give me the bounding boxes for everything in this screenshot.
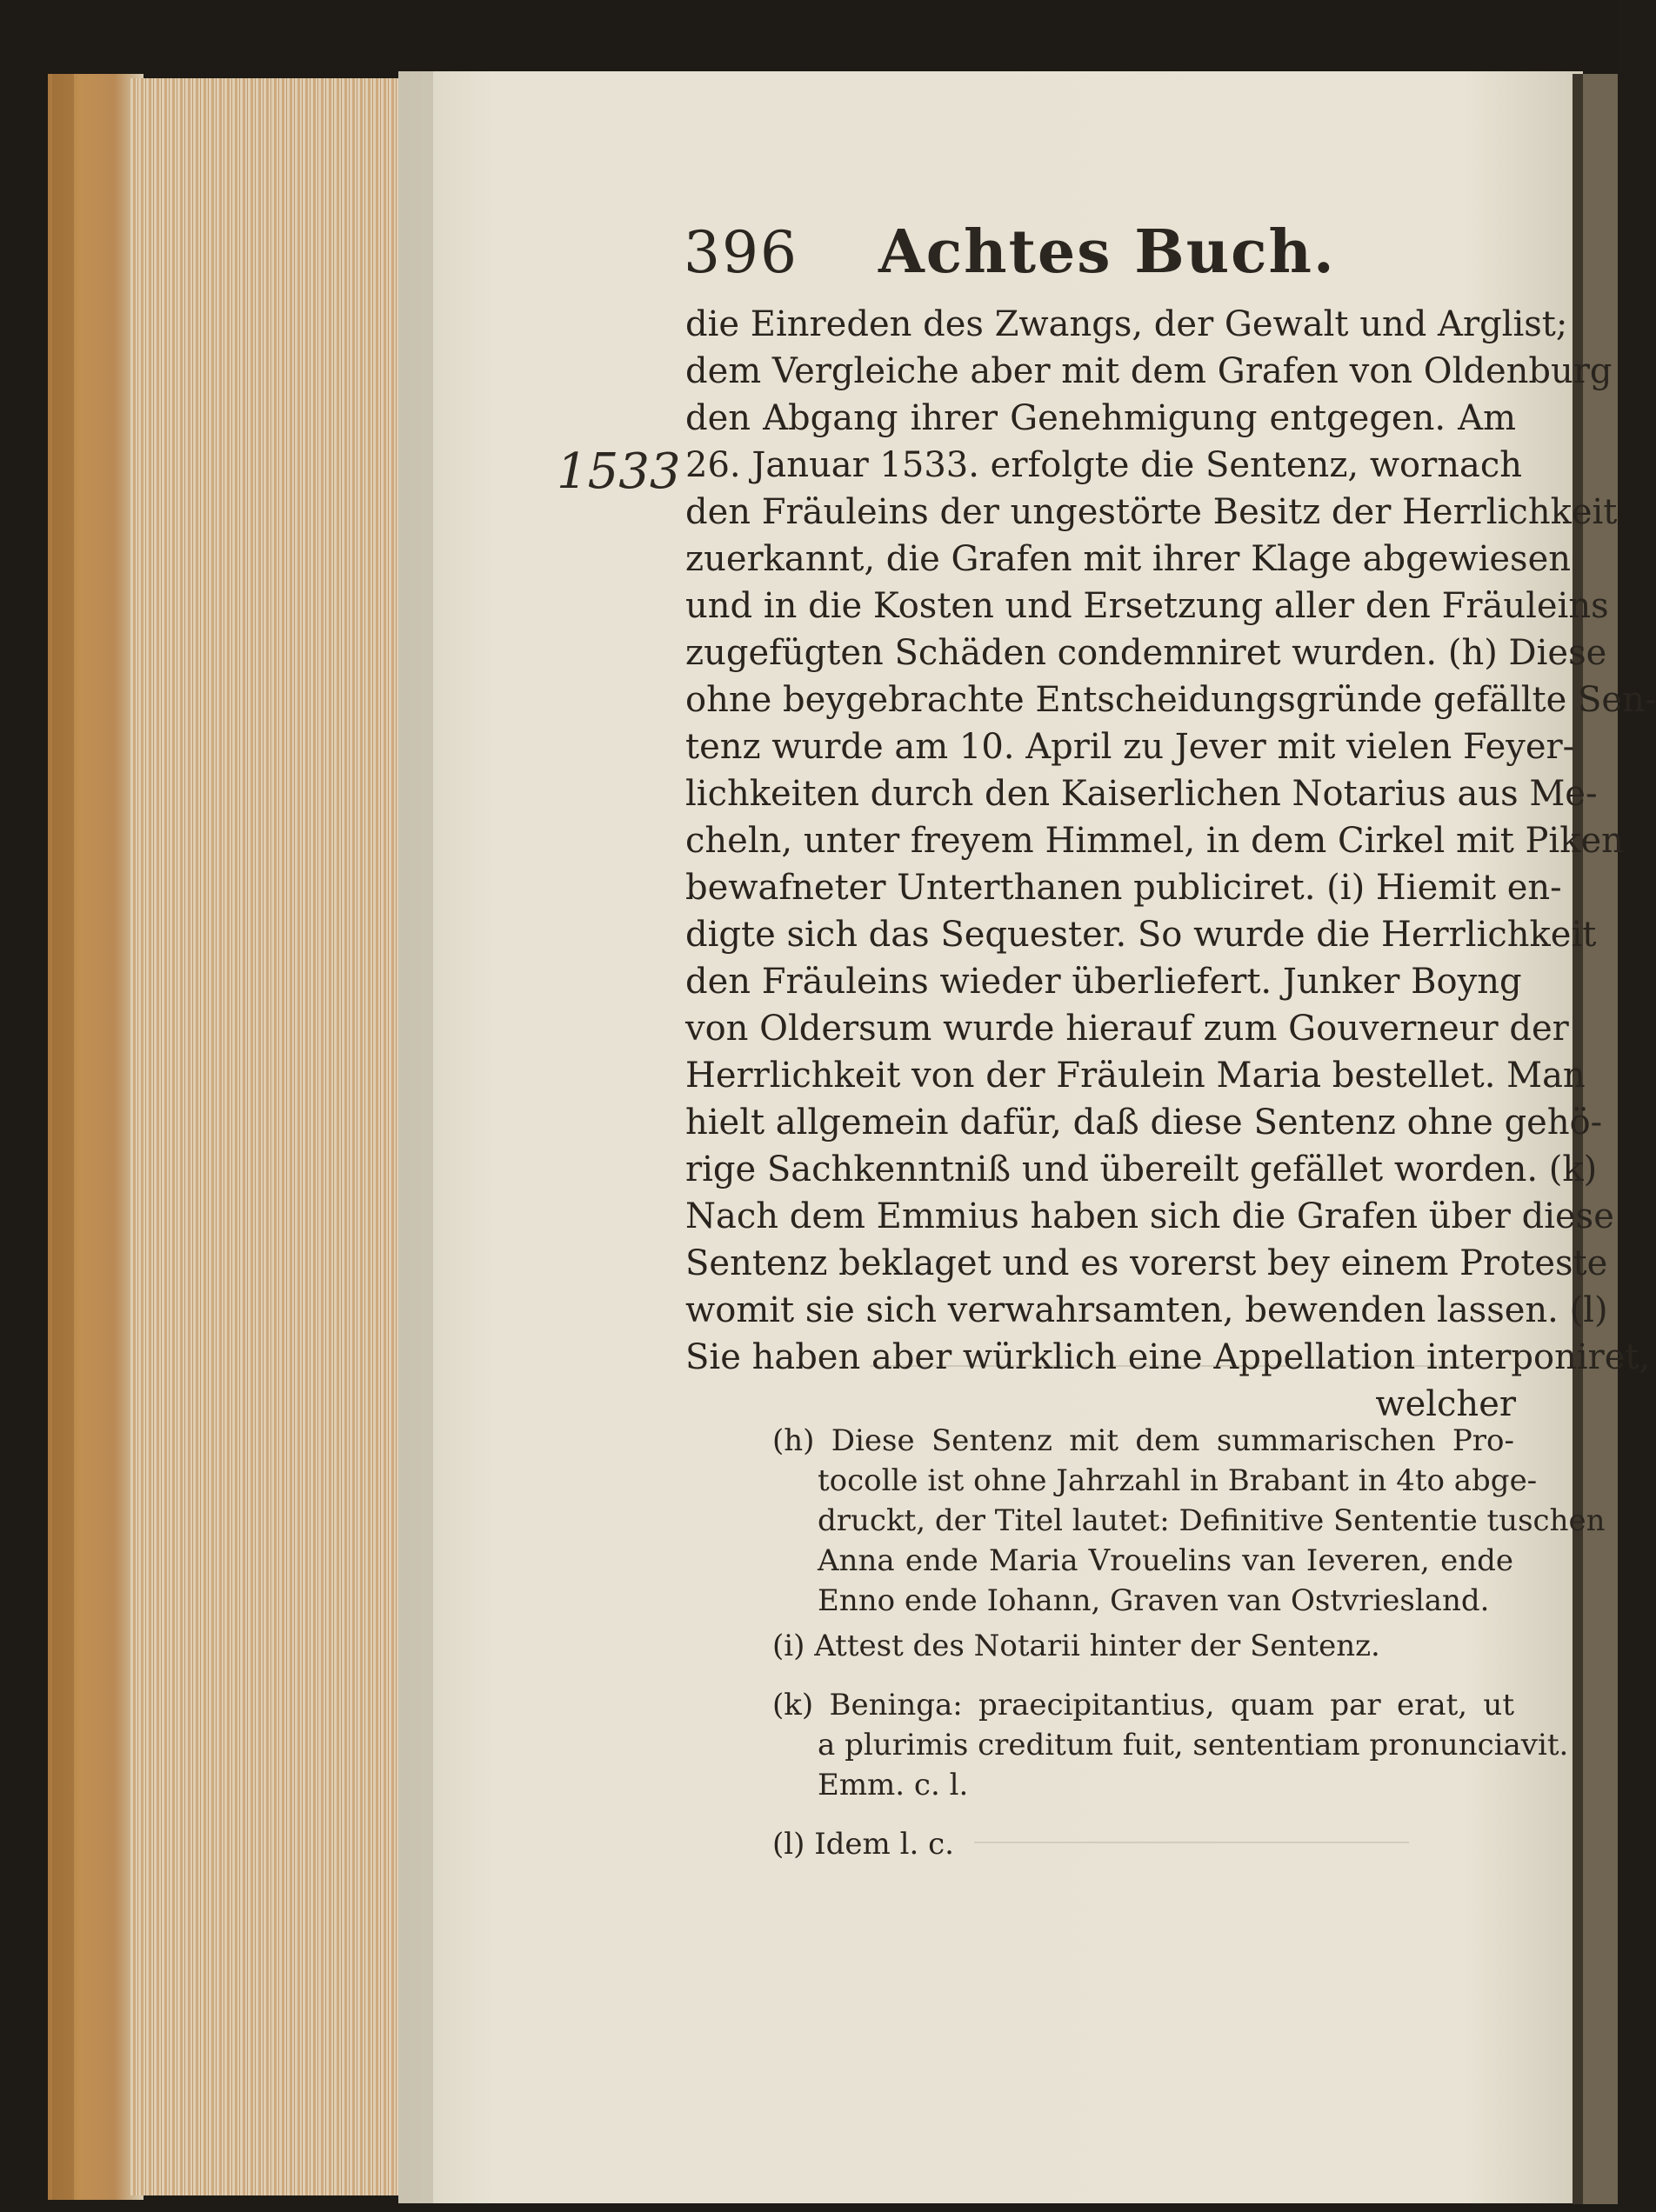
body-line: den Fräuleins der ungestörte Besitz der Herrlichkeit [685,492,1618,532]
body-line: bewafneter Unterthanen publiciret. (i) Hiemit en- [685,868,1562,908]
body-line-catchword: welcher [1375,1384,1516,1424]
body-line: den Fräuleins wieder überliefert. Junker Boyng [685,962,1522,1002]
footnote-h-line: tocolle ist ohne Jahrzahl in Brabant in 4to abge- [818,1463,1538,1498]
body-line: ohne beygebrachte Entscheidungsgründe gefällte Sen- [685,680,1656,720]
footnote-k-line: a plurimis creditum fuit, sententiam pronunciavit. [818,1728,1569,1762]
body-line: und in die Kosten und Ersetzung aller den Fräuleins [685,586,1609,626]
footnote-h-line: druckt, der Titel lautet: Definitive Sententie tuschen [818,1503,1606,1538]
footnote-k-line: (k) Beninga: praecipitantius, quam par erat, ut [772,1688,1514,1722]
footnote-h-line: Enno ende Iohann, Graven van Ostvriesland. [818,1583,1490,1618]
body-line: Nach dem Emmius haben sich die Grafen über diese [685,1196,1614,1236]
body-line: 26. Januar 1533. erfolgte die Sentenz, wornach [685,445,1523,485]
footnote-h-line: (h) Diese Sentenz mit dem summarischen Pro- [772,1423,1514,1458]
body-line: den Abgang ihrer Genehmigung entgegen. Am [685,398,1516,438]
body-line: von Oldersum wurde hierauf zum Gouverneur der [685,1009,1569,1049]
body-line: digte sich das Sequester. So wurde die Herrlichkeit [685,915,1597,955]
body-line: womit sie sich verwahrsamten, bewenden lassen. (l) [685,1290,1608,1330]
page-number: 396 [684,219,798,286]
footnote-l-line: (l) Idem l. c. [772,1827,954,1862]
body-line: dem Vergleiche aber mit dem Grafen von Oldenburg [685,351,1613,391]
body-line: Herrlichkeit von der Fräulein Maria bestellet. Man [685,1056,1586,1096]
body-line: zuerkannt, die Grafen mit ihrer Klage abgewiesen [685,539,1572,579]
body-line: zugefügten Schäden condemniret wurden. (h) Diese [685,633,1607,673]
body-line: Sie haben aber würklich eine Appellation interponiret, [685,1337,1651,1377]
footnote-h-line: Anna ende Maria Vrouelins van Ieveren, ende [818,1543,1513,1578]
body-line: tenz wurde am 10. April zu Jever mit vielen Feyer- [685,727,1575,767]
body-line: die Einreden des Zwangs, der Gewalt und Arglist; [685,304,1568,344]
margin-note-year: 1533 [557,443,681,500]
running-head: Achtes Buch. [878,217,1336,287]
body-line: cheln, unter freyem Himmel, in dem Cirkel mit Piken [685,821,1624,861]
footnote-k-line: Emm. c. l. [818,1768,969,1802]
body-line: hielt allgemein dafür, daß diese Sentenz ohne gehö- [685,1103,1603,1143]
footnote-i-line: (i) Attest des Notarii hinter der Sentenz. [772,1629,1380,1663]
body-line: rige Sachkenntniß und übereilt gefället worden. (k) [685,1149,1598,1189]
body-line: Sentenz beklaget und es vorerst bey einem Proteste [685,1243,1608,1283]
body-line: lichkeiten durch den Kaiserlichen Notarius aus Me- [685,774,1598,814]
